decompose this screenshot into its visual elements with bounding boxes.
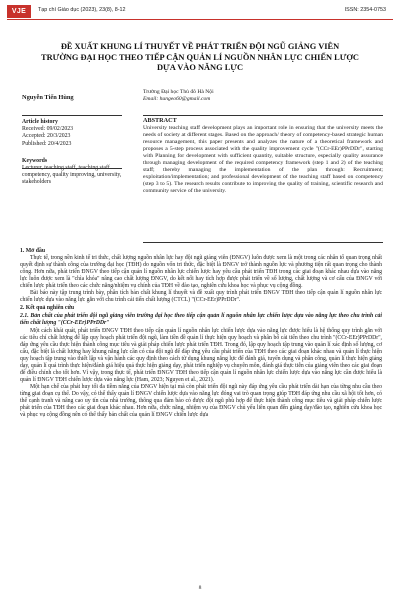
journal-header [0, 0, 400, 22]
title-line-3: DỰA VÀO NĂNG LỰC [157, 63, 243, 73]
section-1-heading: 1. Mở đầu [20, 248, 46, 254]
section-1-paragraph-2: Bài báo này tập trung trình bày, phân tích bản chất khung lí thuyết và đề xuất quy trình phát triển ĐNGV TĐH theo tiếp cận quản lí nguồn nhân lực chiến lược dựa vào năng lực gắn với chu trình cải tiến chất lượng (CTCL) "(CCr-EEr)PPrDDr". [20, 290, 382, 304]
keywords-heading: Keywords [22, 157, 48, 164]
abstract-section [143, 117, 383, 195]
author-affiliation [143, 89, 214, 104]
journal-logo: VJE [7, 5, 31, 18]
author-email[interactable]: Email: hungeo60@gmail.com [143, 96, 211, 103]
header-divider [7, 19, 393, 20]
section-1-paragraph-1: Thực tế, trong nền kinh tế tri thức, chất lượng nguồn nhân lực hay đội ngũ giảng viên (ĐNGV) luôn được xem là một trong các nhân tố quan trọng nhất quyết định sự thành công của trường đại học (TĐH) do nguồn vốn tri thức, đặc biệt là ĐNGV trở thành nguồn lực và phương tiện rất quan trọng cho thành công. Hơn nữa, phát triển ĐNGV theo tiếp cận quản lí nguồn nhân lực chiến lược hay yêu cầu phát triển TĐH trong các giai đoạn khác nhau dựa vào năng lực luôn được xem là "chìa khóa" nâng cao chất lượng ĐNGV, do kết nối hay tích hợp được phát triển về số lượng, chất lượng và cơ cấu của ĐNGV với chiến lược phát triển theo các chức năng/nhiệm vụ chính của TĐH về đào tạo, nghiên cứu khoa học và phục vụ cộng đồng. [20, 255, 382, 290]
article-body [20, 247, 382, 419]
title-line-1: ĐỀ XUẤT KHUNG LÍ THUYẾT VỀ PHÁT TRIỂN ĐỘI NGŨ GIẢNG VIÊN [60, 42, 340, 51]
section-2-heading: 2. Kết quả nghiên cứu [20, 305, 75, 312]
article-history-heading: Article history [22, 119, 58, 125]
info-divider-top-left [22, 115, 122, 116]
section-2-1-paragraph-1: Một cách khái quát, phát triển ĐNGV TĐH theo tiếp cận quản lí nguồn nhân lực chiến lược dựa vào năng lực được hiểu là hệ thống quy trình gắn với các tiêu chí chất lượng để lập quy hoạch phát triển đội ngũ, làm tiền đề quản lí thực hiện quy hoạch và phân bổ cải tiến theo chu trình "(CCr-EEr)PPrDDr", đáp ứng yêu cầu thực hiện thành công mục tiêu và giải pháp chiến lược phát triển TĐH. Trong đó, lập quy hoạch tập trung vào quản lí xác định số lượng, cơ cấu, đặc biệt là chất lượng hay khung năng lực cần có của đội ngũ để đáp ứng yêu cầu phát triển của TĐH theo các giai đoạn khác nhau và quản lí thực hiện quy hoạch tập trung vào thiết lập và vận hành các quy định theo cách từ dụng khung năng lực để đánh giá, tuyển dụng và phân công, quản lí thực hiện giảng dạy, quản lí quá trình thực hiện/đánh giá hiệu quả thực hiện giảng dạy, phát triển nghiệp vụ chuyên môn, đánh giá thực tiễn của giảng viên theo các giai đoạn để điều chỉnh cho tốt hơn. Vì vậy, trong thực tế, phát triển ĐNGV TĐH theo tiếp cận quản lí nguồn nhân lực chiến lược dựa vào năng lực cần được hiểu là quản lí ĐNGV TĐH chiến lược dựa vào năng lực (Ham, 2023; Nguyen et al., 2021). [20, 327, 382, 383]
received-date: Received: 09/02/2023 [22, 126, 74, 133]
page-number: 8 [198, 585, 202, 591]
accepted-date: Accepted: 20/3/2023 [22, 133, 71, 140]
published-date: Published: 20/4/2023 [22, 140, 72, 147]
info-divider-mid [22, 168, 122, 169]
title-line-2: TRƯỜNG ĐẠI HỌC THEO TIẾP CẬN QUẢN LÍ NGUỒN NHÂN LỰC CHIẾN LƯỢC [41, 52, 359, 62]
affiliation-text: Trường Đại học Thủ đô Hà Nội [143, 89, 214, 95]
abstract-text: University teaching staff development plays an important role in ensuring that the university meets the needs of society at different stages. Based on the approach/ theory of competency-based strategic human resource management, this paper presents and analyzes the nature of a theoretical framework and proposes a 5-step process associated with the quality improvement cycle "(CCr-EEr)PPrDDr", starting with Planning for development with sufficient quantity, suitable structure, especially quality assurance through managing development of the required competency framework (step 1 and 2) of the teaching staff; thereby managing the implementation of the plan through: Recruitment; exploitation/implementation; and professional development of the teaching staff based on competency (step 3 to 5). The research results contribute to improving the quality of training, scientific research and community service of the university. [143, 125, 383, 195]
keywords-list: competency, quality improving, university, stakeholders [22, 172, 122, 186]
abstract-heading: ABSTRACT [143, 117, 177, 124]
article-info [22, 119, 122, 187]
section-2-1-heading: 2.1. Bản chất của phát triển đội ngũ giảng viên trường đại học theo tiếp cận quản lí nguồn nhân lực chiến lược dựa vào năng lực theo chu trình cải tiến chất lượng "(CCr-EEr)PPrDDr" [20, 313, 382, 327]
author-name: Nguyễn Tiến Hùng [22, 94, 74, 101]
article-title [26, 42, 374, 74]
issn-label: ISSN: 2354-0753 [344, 7, 386, 13]
abstract-divider-bottom [143, 242, 383, 243]
journal-citation: Tạp chí Giáo dục (2023), 23(8), 8-12 [38, 7, 126, 13]
abstract-divider-top [143, 115, 383, 116]
section-2-1-paragraph-2: Một hạn chế của phát huy tối đa tiềm năng của ĐNGV hiện tại mà còn phát triển đội ngũ này đáp ứng yêu cầu phát triển dài hạn của từng nhu cầu theo từng giai đoạn cụ thể. Do vậy, có thể thấy quản lí ĐNGV chiến lược dựa vào năng lực đóng vai trò quan trọng giúp TĐH đáp ứng nhu cầu xã hội tốt hơn, có thể cạnh tranh và nâng cao uy tín của nhà trường, thông qua đảm bảo có được đội ngũ phù hợp để thực hiện thành công mục tiêu và giải pháp chiến lược phát triển của TĐH theo các giai đoạn khác nhau. Hơn nữa, chức năng, nhiệm vụ của ĐNGV chủ yếu liên quan đến giảng dạy/đào tạo, nghiên cứu khoa học và phục vụ cộng đồng nên có thể thấy bản chất của quản lí ĐNGV chiến lược dựa [20, 383, 382, 419]
